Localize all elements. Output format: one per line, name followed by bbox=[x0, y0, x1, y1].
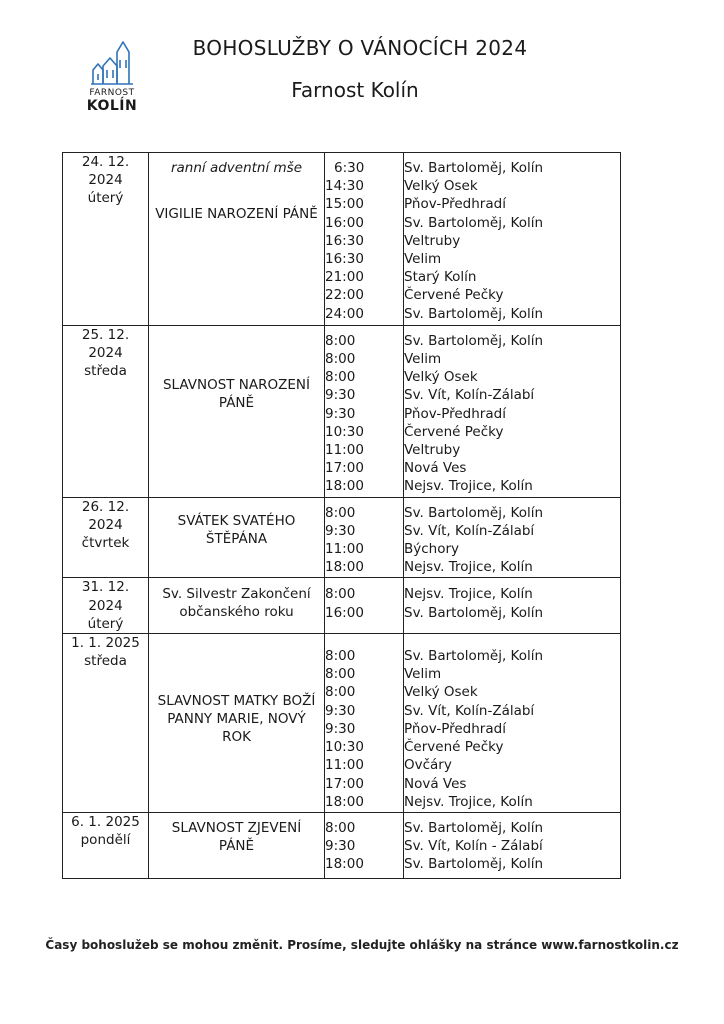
date-line: úterý bbox=[87, 190, 124, 207]
mass-place: Pňov-Předhradí bbox=[404, 720, 506, 737]
occasion-name: Sv. Silvestr Zakončení občanského roku bbox=[162, 586, 311, 621]
mass-place: Červené Pečky bbox=[404, 739, 504, 756]
schedule-date-cell bbox=[63, 497, 149, 578]
footer-note: Časy bohoslužeb se mohou změnit. Prosíme, sledujte ohlášky na stránce www.farnostkolin.cz bbox=[45, 938, 679, 952]
schedule-row bbox=[63, 325, 621, 497]
mass-place: Pňov-Předhradí bbox=[404, 196, 506, 213]
mass-place: Sv. Bartoloměj, Kolín bbox=[404, 504, 544, 521]
date-line: pondělí bbox=[80, 832, 131, 849]
schedule-time-cell bbox=[325, 153, 404, 326]
mass-time: 9:30 bbox=[325, 405, 356, 422]
mass-place: Sv. Bartoloměj, Kolín bbox=[404, 819, 544, 836]
mass-time: 9:30 bbox=[325, 387, 356, 404]
mass-time: 17:00 bbox=[325, 775, 364, 792]
schedule-row bbox=[63, 153, 621, 326]
schedule-occasion-cell bbox=[149, 634, 325, 813]
mass-place: Velký Osek bbox=[404, 684, 478, 701]
mass-time: 16:00 bbox=[325, 604, 364, 621]
mass-time: 11:00 bbox=[325, 541, 364, 558]
date-line: úterý bbox=[87, 615, 124, 632]
schedule-table bbox=[62, 152, 621, 879]
schedule-place-cell bbox=[404, 812, 621, 878]
schedule-date-cell bbox=[63, 153, 149, 326]
occasion-name: SVÁTEK SVATÉHO ŠTĚPÁNA bbox=[177, 512, 296, 547]
date-line: 2024 bbox=[88, 597, 123, 614]
occasion-name: SLAVNOST NAROZENÍ PÁNĚ bbox=[162, 376, 311, 411]
mass-time: 18:00 bbox=[325, 856, 364, 873]
mass-place: Sv. Vít, Kolín-Zálabí bbox=[404, 387, 535, 404]
mass-time: 14:30 bbox=[325, 178, 364, 195]
mass-place: Sv. Bartoloměj, Kolín bbox=[404, 332, 544, 349]
mass-place: Býchory bbox=[404, 541, 460, 558]
date-line: 1. 1. 2025 bbox=[71, 635, 140, 652]
mass-place: Sv. Vít, Kolín-Zálabí bbox=[404, 702, 535, 719]
schedule-time-cell bbox=[325, 634, 404, 813]
mass-place: Sv. Vít, Kolín-Zálabí bbox=[404, 522, 535, 539]
mass-time: 10:30 bbox=[325, 739, 364, 756]
mass-place: Nejsv. Trojice, Kolín bbox=[404, 793, 533, 810]
schedule-place-cell bbox=[404, 634, 621, 813]
schedule-row bbox=[63, 812, 621, 878]
mass-place: Nová Ves bbox=[404, 460, 467, 477]
mass-place: Červené Pečky bbox=[404, 423, 504, 440]
schedule-date-cell bbox=[63, 634, 149, 813]
mass-place: Sv. Bartoloměj, Kolín bbox=[404, 604, 544, 621]
mass-place: Sv. Bartoloměj, Kolín bbox=[404, 305, 544, 322]
mass-place: Nejsv. Trojice, Kolín bbox=[404, 586, 533, 603]
mass-time: 8:00 bbox=[325, 819, 356, 836]
schedule-time-cell bbox=[325, 325, 404, 497]
mass-place: Veltruby bbox=[404, 442, 461, 459]
logo-text-farnost: FARNOST bbox=[89, 88, 135, 98]
mass-time: 10:30 bbox=[325, 423, 364, 440]
mass-time: 11:00 bbox=[325, 442, 364, 459]
date-line: čtvrtek bbox=[81, 535, 130, 552]
mass-time: 16:30 bbox=[325, 251, 364, 268]
mass-time: 8:00 bbox=[325, 666, 356, 683]
mass-time: 9:30 bbox=[325, 838, 356, 855]
mass-time: 16:30 bbox=[325, 232, 364, 249]
mass-place: Nejsv. Trojice, Kolín bbox=[404, 559, 533, 576]
schedule-date-cell bbox=[63, 578, 149, 634]
occasion-name: SLAVNOST ZJEVENÍ PÁNĚ bbox=[171, 819, 302, 854]
mass-place: Velim bbox=[404, 251, 442, 268]
date-line: 25. 12. bbox=[81, 326, 130, 343]
schedule-row bbox=[63, 497, 621, 578]
schedule-time-cell bbox=[325, 578, 404, 634]
schedule-place-cell bbox=[404, 578, 621, 634]
mass-time: 15:00 bbox=[325, 196, 364, 213]
schedule-row bbox=[63, 634, 621, 813]
mass-time: 9:30 bbox=[325, 720, 356, 737]
page-subtitle: Farnost Kolín bbox=[291, 78, 419, 102]
mass-time: 18:00 bbox=[325, 793, 364, 810]
mass-time: 8:00 bbox=[325, 684, 356, 701]
mass-place: Ovčáry bbox=[404, 757, 452, 774]
date-line: středa bbox=[84, 653, 127, 670]
schedule-place-cell bbox=[404, 153, 621, 326]
mass-place: Sv. Bartoloměj, Kolín bbox=[404, 214, 544, 231]
mass-time: 8:00 bbox=[325, 504, 356, 521]
schedule-occasion-cell bbox=[149, 497, 325, 578]
mass-place: Pňov-Předhradí bbox=[404, 405, 506, 422]
schedule-date-cell bbox=[63, 812, 149, 878]
occasion-name: ranní adventní mše bbox=[170, 160, 303, 176]
mass-place: Nejsv. Trojice, Kolín bbox=[404, 478, 533, 495]
church-logo-icon bbox=[90, 40, 134, 86]
mass-place: Velim bbox=[404, 351, 442, 368]
mass-time: 24:00 bbox=[325, 305, 364, 322]
date-line: 26. 12. bbox=[81, 498, 130, 515]
mass-time: 8:00 bbox=[325, 369, 356, 386]
date-line: 2024 bbox=[88, 345, 123, 362]
date-line: 31. 12. bbox=[81, 579, 130, 596]
mass-place: Starý Kolín bbox=[404, 269, 477, 286]
date-line: 2024 bbox=[88, 172, 123, 189]
date-line: 2024 bbox=[88, 516, 123, 533]
mass-time: 11:00 bbox=[325, 757, 364, 774]
date-line: středa bbox=[84, 363, 127, 380]
occasion-name: VIGILIE NAROZENÍ PÁNĚ bbox=[155, 206, 318, 222]
schedule-place-cell bbox=[404, 497, 621, 578]
mass-place: Sv. Bartoloměj, Kolín bbox=[404, 160, 544, 176]
mass-place: Velký Osek bbox=[404, 369, 478, 386]
mass-time: 9:30 bbox=[325, 702, 356, 719]
mass-time: 8:00 bbox=[325, 586, 356, 603]
schedule-occasion-cell bbox=[149, 812, 325, 878]
schedule-occasion-cell bbox=[149, 153, 325, 326]
mass-time: 16:00 bbox=[325, 214, 364, 231]
mass-place: Veltruby bbox=[404, 232, 461, 249]
schedule-place-cell bbox=[404, 325, 621, 497]
mass-time: 18:00 bbox=[325, 478, 364, 495]
mass-place: Sv. Bartoloměj, Kolín bbox=[404, 648, 544, 665]
occasion-name: SLAVNOST MATKY BOŽÍ PANNY MARIE, NOVÝ ROK bbox=[157, 693, 316, 746]
logo-text-kolin: KOLÍN bbox=[86, 98, 138, 114]
mass-time: 8:00 bbox=[325, 351, 356, 368]
page-title: BOHOSLUŽBY O VÁNOCÍCH 2024 bbox=[192, 36, 528, 60]
schedule-date-cell bbox=[63, 325, 149, 497]
mass-time: 22:00 bbox=[325, 287, 364, 304]
mass-place: Sv. Vít, Kolín - Zálabí bbox=[404, 838, 543, 855]
mass-time: 6:30 bbox=[334, 160, 365, 176]
mass-time: 18:00 bbox=[325, 559, 364, 576]
schedule-occasion-cell bbox=[149, 578, 325, 634]
mass-time: 8:00 bbox=[325, 648, 356, 665]
date-line: 24. 12. bbox=[81, 154, 130, 170]
mass-time: 9:30 bbox=[325, 522, 356, 539]
mass-place: Velim bbox=[404, 666, 442, 683]
date-line: 6. 1. 2025 bbox=[71, 813, 140, 830]
schedule-time-cell bbox=[325, 812, 404, 878]
schedule-row bbox=[63, 578, 621, 634]
schedule-occasion-cell bbox=[149, 325, 325, 497]
mass-place: Velký Osek bbox=[404, 178, 478, 195]
farnost-logo bbox=[84, 40, 140, 122]
mass-place: Sv. Bartoloměj, Kolín bbox=[404, 856, 544, 873]
mass-time: 21:00 bbox=[325, 269, 364, 286]
mass-place: Červené Pečky bbox=[404, 287, 504, 304]
mass-time: 8:00 bbox=[325, 332, 356, 349]
mass-place: Nová Ves bbox=[404, 775, 467, 792]
schedule-time-cell bbox=[325, 497, 404, 578]
mass-time: 17:00 bbox=[325, 460, 364, 477]
schedule-body bbox=[63, 153, 621, 879]
